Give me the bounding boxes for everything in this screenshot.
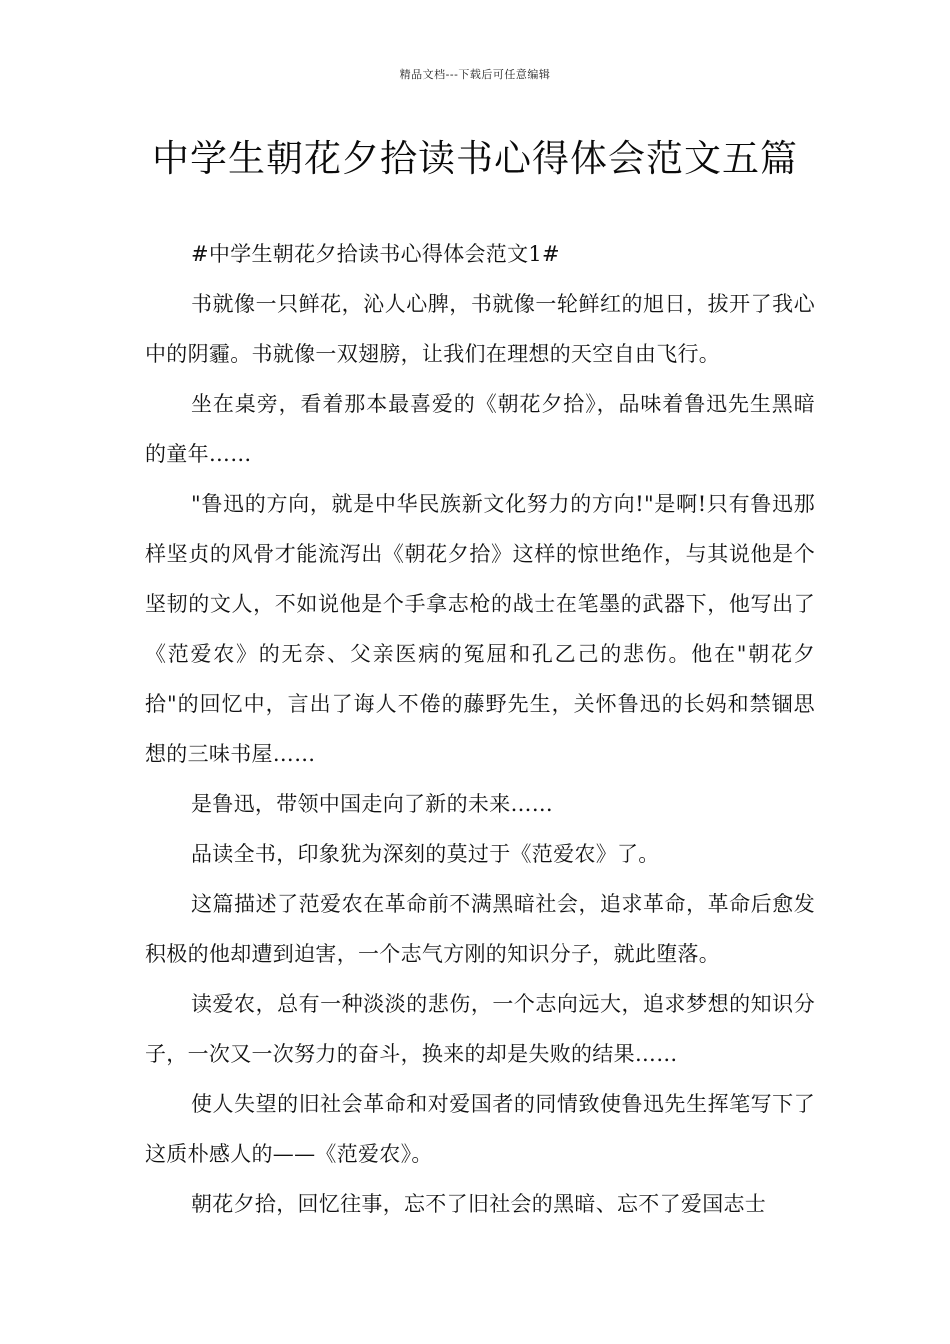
document-title: 中学生朝花夕拾读书心得体会范文五篇 bbox=[152, 137, 798, 180]
paragraph: 使人失望的旧社会革命和对爱国者的同情致使鲁迅先生挥笔写下了这质朴感人的——《范爱农》。 bbox=[145, 1092, 815, 1166]
paragraph: 书就像一只鲜花，沁人心脾，书就像一轮鲜红的旭日，拔开了我心中的阴霾。书就像一双翅膀，让我们在理想的天空自由飞行。 bbox=[145, 292, 815, 366]
header-note: 精品文档---下载后可任意编辑 bbox=[399, 68, 551, 81]
paragraph: 是鲁迅，带领中国走向了新的未来…… bbox=[191, 792, 554, 816]
document-body bbox=[145, 229, 815, 1229]
paragraph: 朝花夕拾，回忆往事，忘不了旧社会的黑暗、忘不了爱国志士 bbox=[191, 1192, 767, 1216]
paragraph: 品读全书，印象犹为深刻的莫过于《范爱农》了。 bbox=[191, 842, 660, 866]
paragraph: "鲁迅的方向，就是中华民族新文化努力的方向!"是啊!只有鲁迅那样坚贞的风骨才能流泻出《朝花夕拾》这样的惊世绝作，与其说他是个坚韧的文人，不如说他是个手拿志枪的战士在笔墨的武器下，他写出了《范爱农》的无奈、父亲医病的冤屈和孔乙己的悲伤。他在"朝花夕拾"的回忆中，言出了诲人不倦的藤野先生，关怀鲁迅的长妈和禁锢思想的三味书屋…… bbox=[145, 492, 815, 766]
paragraph: 这篇描述了范爱农在革命前不满黑暗社会，追求革命，革命后愈发积极的他却遭到迫害，一个志气方刚的知识分子，就此堕落。 bbox=[145, 892, 815, 966]
paragraph: 坐在桌旁，看着那本最喜爱的《朝花夕拾》，品味着鲁迅先生黑暗的童年…… bbox=[145, 392, 815, 466]
section-heading: #中学生朝花夕拾读书心得体会范文1# bbox=[191, 242, 560, 266]
paragraph: 读爱农，总有一种淡淡的悲伤，一个志向远大，追求梦想的知识分子，一次又一次努力的奋斗，换来的却是失败的结果…… bbox=[145, 992, 815, 1066]
